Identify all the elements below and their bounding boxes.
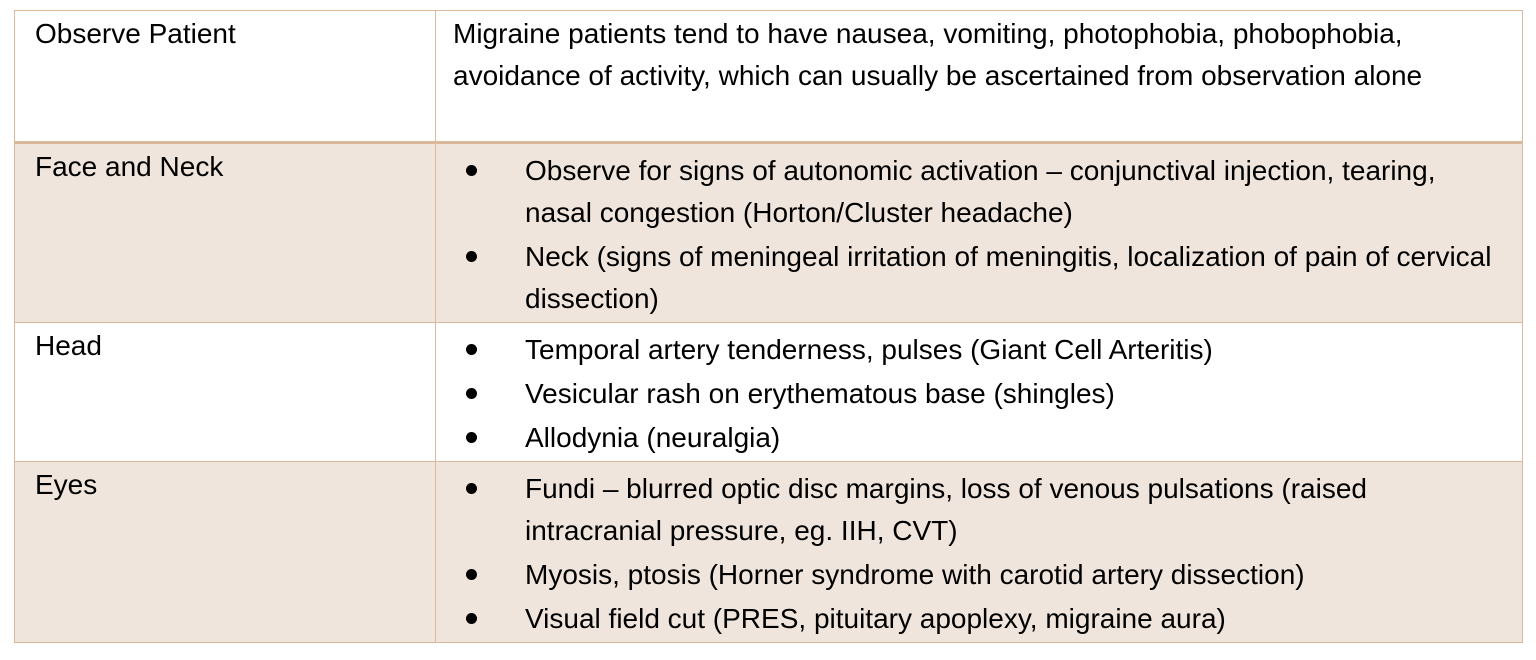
list-item <box>436 329 1500 371</box>
row-findings <box>436 462 1523 643</box>
row-findings <box>436 143 1523 323</box>
list-item <box>436 373 1500 415</box>
list-item <box>436 236 1500 320</box>
examination-table <box>14 10 1523 643</box>
row-label: Head <box>15 323 436 462</box>
list-item <box>436 468 1500 552</box>
bullet-icon <box>466 613 477 624</box>
list-item-text: Neck (signs of meningeal irritation of meningitis, localization of pain of cervical dissection) <box>525 241 1492 314</box>
list-item <box>436 417 1500 459</box>
table-row-head <box>15 323 1523 462</box>
list-item-text: Vesicular rash on erythematous base (shingles) <box>525 378 1115 409</box>
row-label: Face and Neck <box>15 143 436 323</box>
list-item-text: Fundi – blurred optic disc margins, loss of venous pulsations (raised intracranial pressure, eg. IIH, CVT) <box>525 473 1367 546</box>
row-label: Observe Patient <box>15 11 436 143</box>
findings-list <box>436 468 1500 640</box>
bullet-icon <box>466 483 477 494</box>
list-item <box>436 150 1500 234</box>
bullet-icon <box>466 388 477 399</box>
findings-list <box>436 329 1500 459</box>
bullet-icon <box>466 432 477 443</box>
list-item-text: Observe for signs of autonomic activation – conjunctival injection, tearing, nasal congestion (Horton/Cluster headache) <box>525 155 1436 228</box>
list-item-text: Temporal artery tenderness, pulses (Giant Cell Arteritis) <box>525 334 1213 365</box>
row-description: Migraine patients tend to have nausea, vomiting, photophobia, phobophobia, avoidance of activity, which can usually be ascertained from observation alone <box>436 11 1523 143</box>
table-row-observe-patient <box>15 11 1523 143</box>
list-item <box>436 554 1500 596</box>
bullet-icon <box>466 569 477 580</box>
table-row-eyes <box>15 462 1523 643</box>
bullet-icon <box>466 344 477 355</box>
list-item <box>436 598 1500 640</box>
list-item-text: Visual field cut (PRES, pituitary apoplexy, migraine aura) <box>525 603 1226 634</box>
bullet-icon <box>466 165 477 176</box>
list-item-text: Allodynia (neuralgia) <box>525 422 781 453</box>
row-label: Eyes <box>15 462 436 643</box>
bullet-icon <box>466 251 477 262</box>
row-findings <box>436 323 1523 462</box>
table-row-face-and-neck <box>15 143 1523 323</box>
list-item-text: Myosis, ptosis (Horner syndrome with carotid artery dissection) <box>525 559 1305 590</box>
findings-list <box>436 150 1500 320</box>
